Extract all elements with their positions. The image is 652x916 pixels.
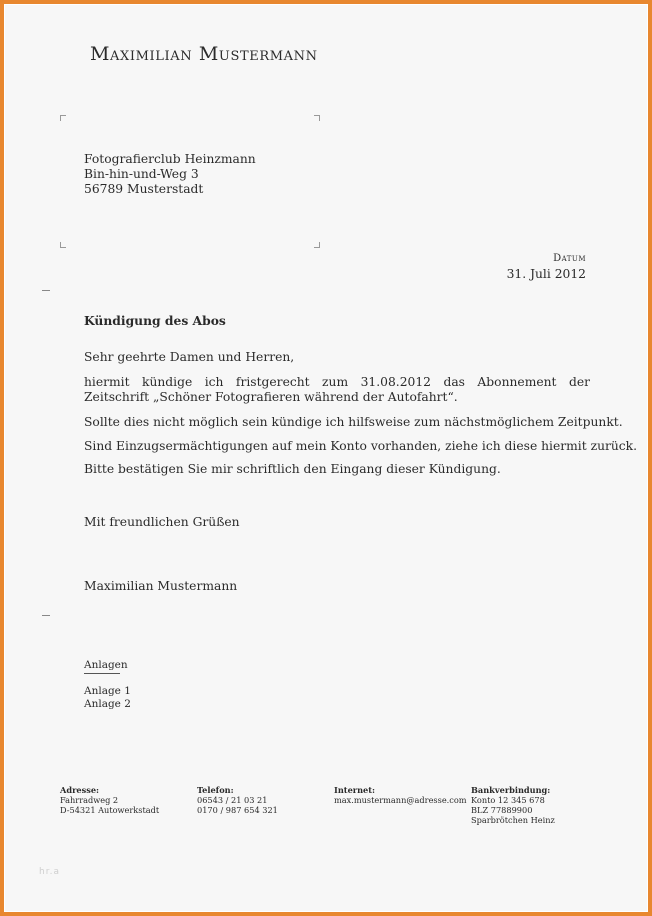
footer-bank-line-1: Konto 12 345 678 [471, 795, 545, 805]
window-mark-bottom-right [314, 242, 320, 248]
recipient-line-3: 56789 Musterstadt [84, 182, 204, 196]
enclosures-heading: Anlagen [84, 659, 128, 671]
letter-page [5, 5, 647, 911]
enclosures-list [84, 685, 131, 711]
window-mark-bottom-left [60, 242, 66, 248]
window-mark-top-left [60, 115, 66, 121]
closing: Mit freundlichen Grüßen [84, 515, 240, 529]
date-label: Datum [553, 253, 586, 264]
body-paragraph-3: Sind Einzugsermächtigungen auf mein Konto vorhanden, ziehe ich diese hiermit zurück. [84, 439, 638, 453]
subject-line: Kündigung des Abos [84, 313, 226, 328]
recipient-line-2: Bin-hin-und-Weg 3 [84, 167, 199, 181]
footer-bank-heading: Bankverbindung: [471, 785, 551, 795]
footer-address-heading: Adresse: [60, 785, 100, 795]
watermark: hr.a [39, 867, 60, 877]
footer-phone-line-2: 0170 / 987 654 321 [197, 805, 278, 815]
footer-internet-line-1: max.mustermann@adresse.com [334, 795, 467, 805]
fold-mark-upper [42, 290, 50, 291]
footer-address [60, 785, 159, 815]
footer-internet [334, 785, 467, 805]
footer-phone [197, 785, 278, 815]
footer-bank [471, 785, 555, 825]
footer-address-line-1: Fahrradweg 2 [60, 795, 119, 805]
recipient-address [84, 152, 256, 197]
footer-phone-line-1: 06543 / 21 03 21 [197, 795, 268, 805]
footer-internet-heading: Internet: [334, 785, 376, 795]
footer-address-line-2: D-54321 Autowerkstadt [60, 805, 160, 815]
signature-name: Maximilian Mustermann [84, 579, 238, 593]
salutation: Sehr geehrte Damen und Herren, [84, 350, 295, 364]
enclosure-item: Anlage 2 [84, 698, 131, 710]
body-paragraph-4: Bitte bestätigen Sie mir schriftlich den Eingang dieser Kündigung. [84, 462, 501, 476]
footer-bank-line-3: Sparbrötchen Heinz [471, 815, 555, 825]
body-paragraph-2: Sollte dies nicht möglich sein kündige ich hilfsweise zum nächstmöglichem Zeitpunkt. [84, 415, 623, 429]
recipient-line-1: Fotografierclub Heinzmann [84, 152, 256, 166]
date-value: 31. Juli 2012 [506, 267, 586, 281]
enclosures-underline [84, 673, 120, 674]
window-mark-top-right [314, 115, 320, 121]
footer-phone-heading: Telefon: [197, 785, 234, 795]
footer-bank-line-2: BLZ 77889900 [471, 805, 533, 815]
enclosure-item: Anlage 1 [84, 685, 131, 697]
fold-mark-lower [42, 615, 50, 616]
sender-name: Maximilian Mustermann [90, 43, 318, 65]
body-paragraph-1: hiermit kündige ich fristgerecht zum 31.08.2012 das Abonnement der Zeitschrift „Schöner Fotografieren während der Autofahrt“. [84, 375, 590, 404]
